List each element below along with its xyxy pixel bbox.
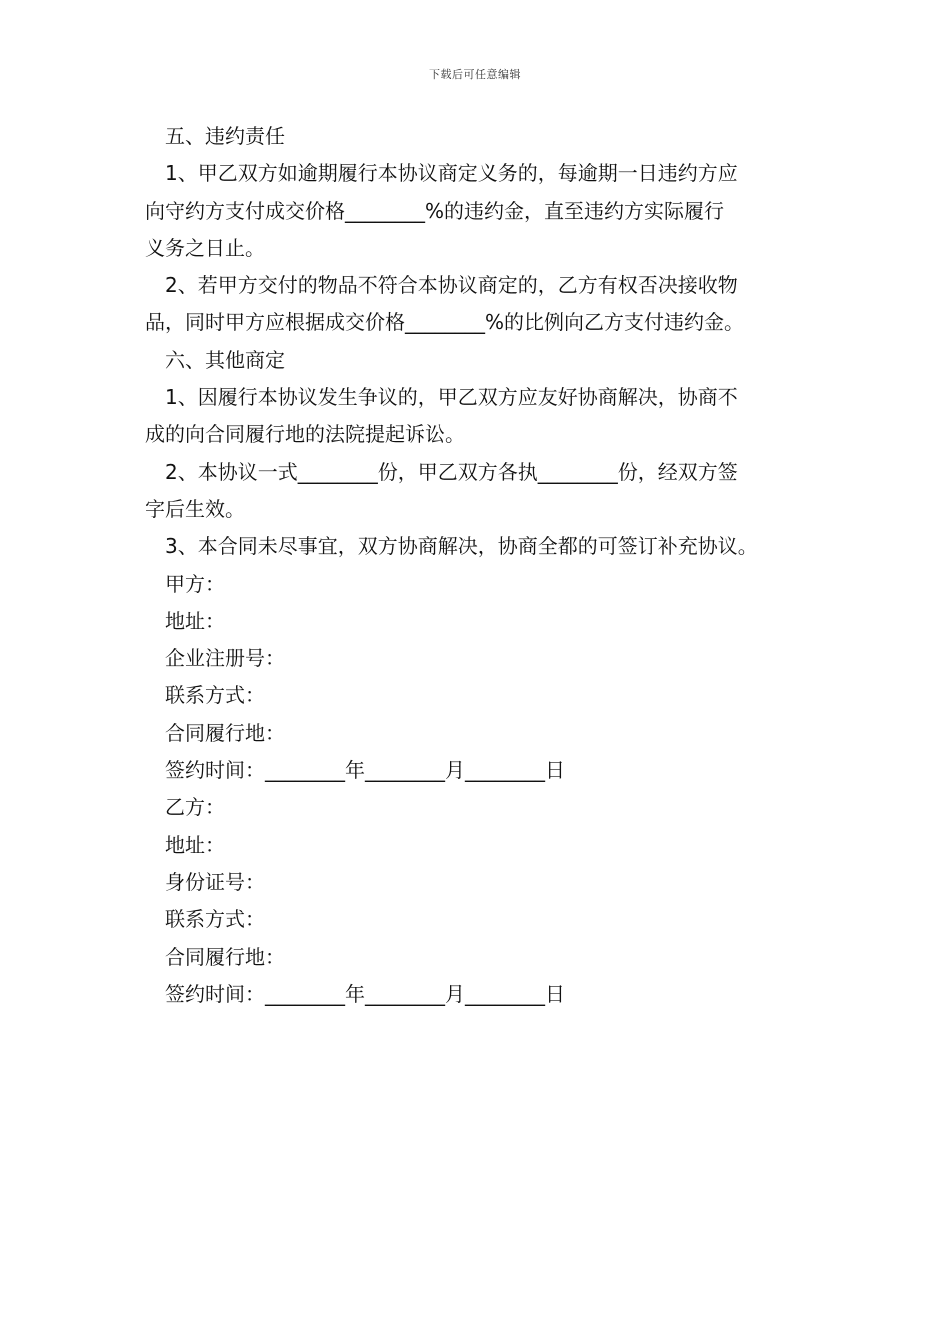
party-b-place-label: 合同履行地： (165, 944, 285, 969)
party-a-sign-date: 签约时间：________年________月________日 (165, 758, 565, 783)
page-header-note: 下载后可任意编辑 (429, 68, 521, 81)
paragraph-line: 1、甲乙双方如逾期履行本协议商定义务的，每逾期一日违约方应 (165, 161, 738, 186)
section-heading-breach: 五、违约责任 (165, 124, 285, 148)
party-b-sign-date: 签约时间：________年________月________日 (165, 981, 565, 1006)
paragraph-line: 1、因履行本协议发生争议的，甲乙双方应友好协商解决，协商不 (165, 385, 738, 410)
document-body (145, 118, 810, 1013)
party-b-id-label: 身份证号： (165, 869, 265, 894)
party-a-address-label: 地址： (165, 608, 225, 633)
party-a-place-label: 合同履行地： (165, 720, 285, 745)
section-heading-other: 六、其他商定 (165, 347, 285, 372)
paragraph-line: 成的向合同履行地的法院提起诉讼。 (145, 422, 465, 447)
paragraph-line: 向守约方支付成交价格________%的违约金，直至违约方实际履行 (145, 198, 725, 223)
paragraph-line: 义务之日止。 (145, 235, 265, 260)
paragraph-line: 品，同时甲方应根据成交价格________%的比例向乙方支付违约金。 (145, 310, 745, 335)
party-a-contact-label: 联系方式： (165, 683, 265, 708)
paragraph-line: 3、本合同未尽事宜，双方协商解决，协商全都的可签订补充协议。 (165, 534, 758, 559)
paragraph-line: 2、若甲方交付的物品不符合本协议商定的，乙方有权否决接收物 (165, 273, 738, 298)
party-b-label: 乙方： (165, 795, 225, 820)
party-a-label: 甲方： (165, 571, 225, 596)
paragraph-line: 字后生效。 (145, 496, 245, 521)
party-b-address-label: 地址： (165, 832, 225, 857)
party-a-registration-label: 企业注册号： (165, 646, 285, 671)
paragraph-line: 2、本协议一式________份，甲乙双方各执________份，经双方签 (165, 459, 738, 484)
party-b-contact-label: 联系方式： (165, 907, 265, 932)
